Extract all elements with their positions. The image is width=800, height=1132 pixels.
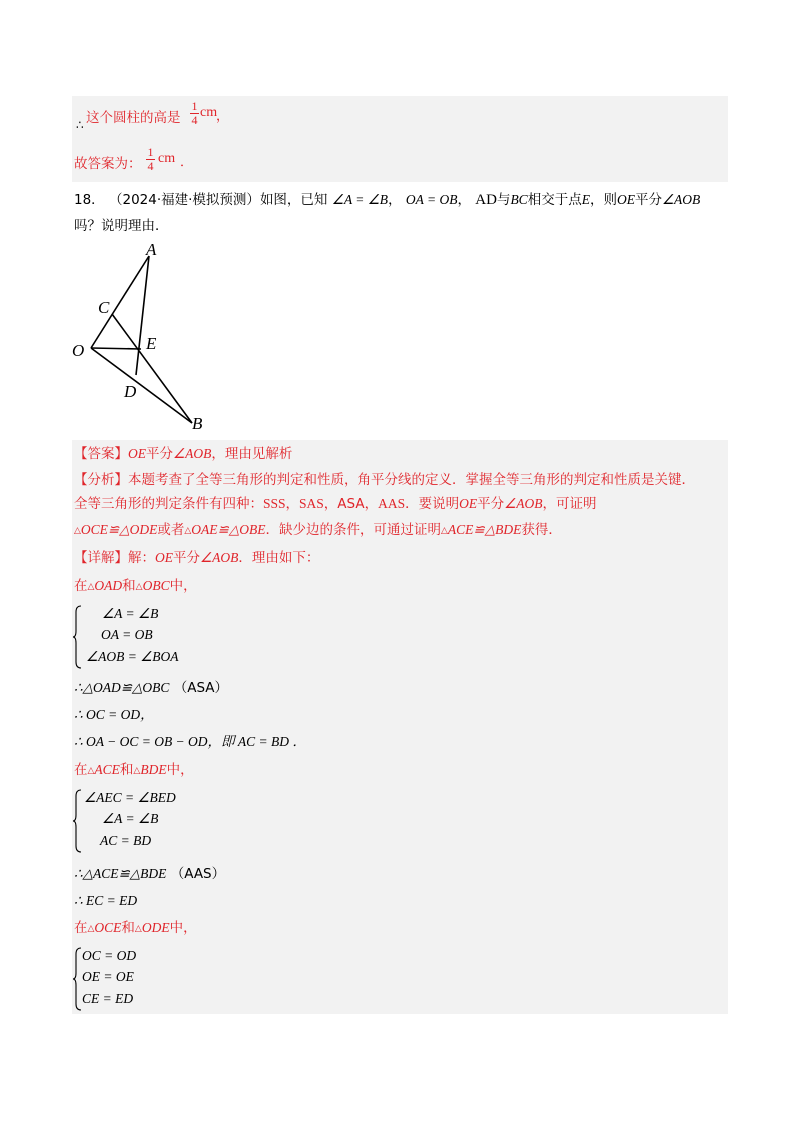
question-number: 18． [74, 192, 105, 208]
conclusion-5: ∴ EC = ED [74, 893, 138, 908]
answer-line: 【答案】OE平分∠AOB，理由见解析 [74, 446, 293, 462]
label-C: C [98, 298, 110, 317]
therefore-symbol: ∴ [76, 118, 84, 132]
equation-system-3: OC = OD OE = OE CE = ED [72, 946, 192, 1012]
answer-period: ． [180, 155, 194, 170]
geometry-figure [70, 240, 210, 430]
segment-CB [112, 314, 192, 423]
unit-cm: cm [200, 105, 218, 120]
label-E: E [146, 334, 157, 353]
brace-icon [72, 788, 84, 854]
label-B: B [192, 414, 203, 430]
analysis-tag: 【分析】 [74, 472, 128, 488]
label-A: A [146, 240, 157, 259]
label-D: D [124, 382, 137, 401]
conclusion-4: ∴△ACE≌△BDE （AAS） [74, 866, 226, 882]
height-text: 这个圆柱的高是 [86, 110, 181, 126]
segment-OB [91, 348, 192, 423]
comma: ， [216, 109, 230, 124]
detail-line-1: 【详解】解：OE平分∠AOB．理由如下： [74, 550, 320, 566]
conclusion-2: ∴ OC = OD， [74, 707, 154, 722]
equation-system-1: ∠A = ∠B OA = OB ∠AOB = ∠BOA [72, 604, 192, 670]
condition-angle: ∠A = ∠B [331, 192, 389, 207]
analysis-line-2: 全等三角形的判定条件有四种：SSS，SAS，ASA，AAS．要说明OE平分∠AOB，可证明 [74, 496, 597, 512]
question-line-1: 18． （2024·福建·模拟预测）如图，已知 ∠A = ∠B， OA = OB， AD与BC相交于点E，则OE平分∠AOB [74, 192, 701, 208]
question-source: （2024·福建·模拟预测） [108, 192, 260, 208]
condition-side: OA = OB [405, 192, 458, 207]
analysis-line-3: △OCE≌△ODE或者△OAE≌△OBE．缺少边的条件，可通过证明△ACE≌△BDE获得． [74, 522, 562, 538]
answer-unit: cm [158, 151, 176, 166]
question-line-2: 吗？说明理由． [74, 218, 169, 234]
answer-fraction: 1 4 [147, 145, 154, 173]
answer-prefix: 故答案为： [74, 156, 142, 172]
analysis-line-1: 【分析】本题考查了全等三角形的判定和性质，角平分线的定义．掌握全等三角形的判定和性质是关键． [74, 472, 695, 488]
detail-in-oce-ode: 在△OCE和△ODE中， [74, 920, 197, 936]
height-fraction: 1 4 [191, 99, 198, 127]
conclusion-1: ∴△OAD≌△OBC （ASA） [74, 680, 229, 696]
detail-tag: 【详解】 [74, 550, 128, 566]
detail-in-ace-bde: 在△ACE和△BDE中， [74, 762, 194, 778]
segment-OE [91, 348, 141, 349]
equation-system-2: ∠AEC = ∠BED ∠A = ∠B AC = BD [72, 788, 192, 854]
brace-icon [72, 604, 84, 670]
answer-tag: 【答案】 [74, 446, 128, 462]
label-O: O [72, 341, 85, 360]
conclusion-3: ∴ OA − OC = OB − OD，即 AC = BD ． [74, 734, 306, 749]
detail-in-oad-obc: 在△OAD和△OBC中， [74, 578, 197, 594]
